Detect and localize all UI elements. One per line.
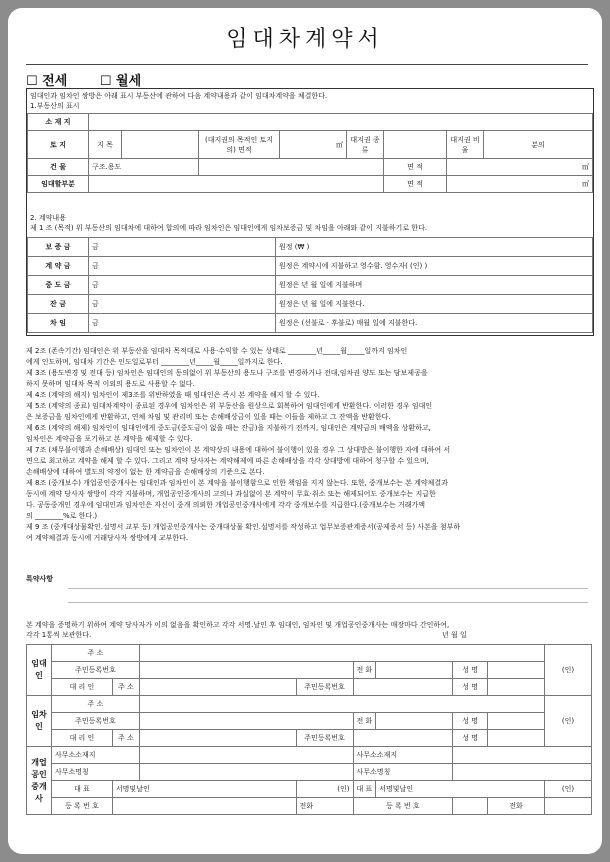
payment-table bbox=[27, 237, 593, 333]
deposit-note: 원정 (₩ ) bbox=[276, 238, 593, 257]
special-terms-label: 특약사항 bbox=[26, 575, 54, 583]
lessee-proxy-id-label: 주민등록번호 bbox=[296, 730, 353, 747]
rental-area-unit: ㎡ bbox=[447, 176, 593, 193]
balance-label: 잔 금 bbox=[28, 295, 89, 314]
agent1-tel-label: 전화 bbox=[296, 798, 353, 815]
down-payment-label: 계 약 금 bbox=[28, 257, 89, 276]
rental-part-value[interactable] bbox=[89, 176, 384, 193]
land-area-unit: ㎡ bbox=[280, 131, 347, 159]
right-ratio-suffix: 분의 bbox=[484, 131, 593, 159]
agent2-office-addr-value[interactable] bbox=[453, 747, 592, 764]
rental-part-label: 임대할부분 bbox=[28, 176, 89, 193]
lessee-name-value[interactable] bbox=[488, 713, 545, 730]
lessor-name-value[interactable] bbox=[488, 662, 545, 679]
article-1: 제 1 조 (목적) 위 부동산의 임대차에 대하여 합의에 따라 임차인은 임대인에게 임차보증금 및 차임을 아래와 같이 지불하기로 한다. bbox=[30, 224, 428, 232]
structure-label: 구조.용도 bbox=[89, 159, 199, 176]
agent1-office-addr-label: 사무소소재지 bbox=[51, 747, 139, 764]
document-title: 임대차계약서 bbox=[226, 27, 384, 52]
agent2-reg-label: 등 록 번 호 bbox=[353, 798, 453, 815]
agent1-reg-label: 등 록 번 호 bbox=[51, 798, 112, 815]
article-line: 제 9 조 (중개대상물확인.설명서 교부 등) 개업공인중개사는 중개대상물 확인.설명서를 작성하고 업무보증관계증서(공제증서 등) 사본을 첨부하 bbox=[26, 523, 461, 531]
lessee-proxy-id-value[interactable] bbox=[353, 730, 453, 747]
rent-note: 원정은 (선불로 · 후불로) 매월 일에 지불한다. bbox=[276, 314, 593, 333]
agent1-reg-value[interactable] bbox=[112, 798, 296, 815]
lessor-phone-label: 전 화 bbox=[353, 662, 376, 679]
article-line: 제 4조 (계약의 해지) 임차인이 제3조를 위반하였을 때 임대인은 즉시 본 계약을 해지 할 수 있다. bbox=[26, 391, 320, 399]
agent2-tel-label: 전화 bbox=[488, 798, 545, 815]
lessee-name-label: 성 명 bbox=[453, 713, 488, 730]
agent1-office-name-label: 사무소명칭 bbox=[51, 764, 139, 781]
lessor-proxy-name-value[interactable] bbox=[488, 679, 545, 696]
articles-block bbox=[26, 346, 460, 544]
special-line bbox=[68, 602, 588, 603]
option-jeonse[interactable]: ☐ 전세 bbox=[26, 74, 68, 89]
article-line: 제 8조 (중개보수) 개업공인중개사는 임대인과 임차인이 본 계약을 불이행함으로 인한 책임을 지지 않는다. 또한, 중개보수는 본 계약체결과 bbox=[26, 479, 448, 487]
agent2-office-name-label: 사무소명칭 bbox=[353, 764, 453, 781]
lessee-address-value[interactable] bbox=[139, 696, 544, 713]
article-line: 제 2조 (존속기간) 임대인은 위 부동산을 임대차 목적대로 사용·수익할 수 있는 상태로 ________년_____월_____일까지 임차인 bbox=[26, 347, 408, 355]
agent2-seal: (인) bbox=[545, 781, 592, 798]
land-type-value[interactable] bbox=[122, 131, 199, 159]
rent-label: 차 임 bbox=[28, 314, 89, 333]
agent1-seal: (인) bbox=[296, 781, 353, 798]
contract-sheet bbox=[8, 8, 602, 854]
lessor-proxy-addr-label: 주 소 bbox=[112, 679, 139, 696]
interim-label: 중 도 금 bbox=[28, 276, 89, 295]
right-type-label: 대지권 종 류 bbox=[347, 131, 384, 159]
title-divider bbox=[26, 64, 588, 65]
article-line: 의 ________%로 한다.) bbox=[26, 512, 98, 520]
lessee-proxy-addr-value[interactable] bbox=[139, 730, 296, 747]
lessor-id-label: 주민등록번호 bbox=[51, 662, 139, 679]
option-wolse[interactable]: ☐ 월세 bbox=[99, 74, 142, 89]
building-label: 건 물 bbox=[28, 159, 89, 176]
agent1-office-name-value[interactable] bbox=[139, 764, 353, 781]
closing-text-1: 본 계약을 증명하기 위하여 계약 당사자가 이의 없음을 확인하고 각각 서명.날인 후 임대인, 임차인 및 개업공인중개사는 매장마다 간인하여, bbox=[26, 621, 450, 629]
lessor-proxy-id-value[interactable] bbox=[353, 679, 453, 696]
agent2-reg-value[interactable] bbox=[453, 798, 488, 815]
article-line: 면으로 최고하고 계약을 해제 할 수 있다. 그리고 계약 당사자는 계약해제에 따른 손해배상을 각각 상대방에 대하여 청구할 수 있으며, bbox=[26, 457, 429, 465]
lessor-proxy-label: 대 리 인 bbox=[51, 679, 112, 696]
article-line: 임차인은 계약금을 포기하고 본 계약을 해제할 수 있다. bbox=[26, 435, 193, 443]
article-line: 은 보증금을 임차인에게 반환하고, 연체 차임 및 관리비 또는 손해배상금이 있을 때는 이들을 제하고 그 잔액을 반환한다. bbox=[26, 413, 391, 421]
interim-amount[interactable]: 금 bbox=[89, 276, 276, 295]
land-area-label: (대지권의 목적인 토지의) 면적 bbox=[199, 131, 280, 159]
land-label: 토 지 bbox=[28, 131, 89, 159]
closing-text-2: 각각 1통씩 보관한다. bbox=[26, 631, 92, 639]
agent2-tel-value[interactable] bbox=[545, 798, 592, 815]
rental-area-label: 면 적 bbox=[384, 176, 447, 193]
agent2-office-addr-label: 사무소소재지 bbox=[353, 747, 453, 764]
rent-amount[interactable]: 금 bbox=[89, 314, 276, 333]
down-payment-note: 원정은 계약시에 지불하고 영수함. 영수자( (인) ) bbox=[276, 257, 593, 276]
lessor-id-value[interactable] bbox=[139, 662, 353, 679]
lessor-proxy-id-label: 주민등록번호 bbox=[296, 679, 353, 696]
location-label: 소 재 지 bbox=[28, 114, 89, 131]
lessee-heading: 임차인 bbox=[27, 696, 52, 747]
agent2-office-name-value[interactable] bbox=[453, 764, 592, 781]
building-area-label: 면 적 bbox=[384, 159, 447, 176]
agent2-sign-label: 서명및날인 bbox=[376, 781, 545, 798]
lessee-phone-label: 전 화 bbox=[353, 713, 376, 730]
structure-value[interactable] bbox=[199, 159, 384, 176]
lessee-phone-value[interactable] bbox=[376, 713, 453, 730]
down-payment-amount[interactable]: 금 bbox=[89, 257, 276, 276]
building-area-unit: ㎡ bbox=[447, 159, 593, 176]
lessee-seal: (인) bbox=[545, 696, 592, 747]
lessee-id-value[interactable] bbox=[139, 713, 353, 730]
article-line: 여 계약체결과 동시에 거래당사자 쌍방에게 교부한다. bbox=[26, 534, 189, 542]
right-type-value[interactable] bbox=[384, 131, 447, 159]
lessor-proxy-addr-value[interactable] bbox=[139, 679, 296, 696]
agent1-rep-label: 대 표 bbox=[51, 781, 112, 798]
lessor-phone-value[interactable] bbox=[376, 662, 453, 679]
balance-note: 원정은 년 월 일에 지불한다. bbox=[276, 295, 593, 314]
intro-text: 임대인과 임차인 쌍방은 아래 표시 부동산에 관하여 다음 계약내용과 같이 임대차계약을 체결한다. bbox=[30, 92, 328, 100]
lessor-name-label: 성 명 bbox=[453, 662, 488, 679]
agent1-sign-label: 서명및날인 bbox=[112, 781, 296, 798]
article-line: 제 5조 (계약의 종료) 임대차계약이 종료된 경우에 임차인은 위 부동산을 원상으로 회복하여 임대인에게 반환한다. 이러한 경우 임대인 bbox=[26, 402, 433, 410]
lessor-seal: (인) bbox=[545, 645, 592, 696]
section1-heading: 1.부동산의 표시 bbox=[30, 102, 80, 110]
article-line: 에게 인도하며, 임대차 기간은 인도일로부터 ________년_____월_____일까지로 한다. bbox=[26, 358, 283, 366]
lessor-heading: 임대인 bbox=[27, 645, 52, 696]
lessee-proxy-name-label: 성 명 bbox=[453, 730, 488, 747]
right-ratio-label: 대지권 비 율 bbox=[447, 131, 484, 159]
parties-table bbox=[26, 644, 592, 815]
lessee-proxy-addr-label: 주 소 bbox=[112, 730, 139, 747]
property-table bbox=[27, 113, 593, 193]
lessee-proxy-label: 대 리 인 bbox=[51, 730, 112, 747]
location-value[interactable] bbox=[89, 114, 593, 131]
property-contract-box bbox=[26, 88, 594, 336]
closing-date: 년 월 일 bbox=[442, 631, 467, 639]
article-line: 손해배상에 대하여 별도의 약정이 없는 한 계약금을 손해배상의 기준으로 본다. bbox=[26, 468, 265, 476]
agent-heading: 개업공인중개사 bbox=[27, 747, 52, 815]
agent1-office-addr-value[interactable] bbox=[139, 747, 353, 764]
article-line: 동시에 계약 당사자 쌍방이 각각 지불하며, 개업공인중개사의 고의나 과실없이 본 계약이 무효·취소 또는 해제되어도 중개보수는 지급한 bbox=[26, 490, 436, 498]
balance-amount[interactable]: 금 bbox=[89, 295, 276, 314]
lessor-address-label: 주 소 bbox=[51, 645, 139, 662]
article-line: 다. 공동중개인 경우에 임대인과 임차인은 자신이 중개 의뢰한 개업공인중개사에게 각각 중개보수를 지급한다.(중개보수는 거래가액 bbox=[26, 501, 426, 509]
article-line: 제 3조 (용도변경 및 전대 등) 임차인은 임대인의 동의없이 위 부동산의 용도나 구조를 변경하거나 전대,임차권 양도 또는 담보제공을 bbox=[26, 369, 428, 377]
lessee-id-label: 주민등록번호 bbox=[51, 713, 139, 730]
lessee-proxy-name-value[interactable] bbox=[488, 730, 545, 747]
land-type-label: 지 목 bbox=[89, 131, 122, 159]
interim-note: 원정은 년 월 일에 지불하며 bbox=[276, 276, 593, 295]
article-line: 하지 못하며 임대차 목적 이외의 용도로 사용할 수 없다. bbox=[26, 380, 195, 388]
section2-heading: 2. 계약내용 bbox=[30, 214, 66, 222]
article-line: 제 7조 (채무불이행과 손해배상) 임대인 또는 임차인이 본 계약상의 내용에 대하여 불이행이 있을 경우 그 상대방은 불이행한 자에 대하여 서 bbox=[26, 446, 451, 454]
lessor-proxy-name-label: 성 명 bbox=[453, 679, 488, 696]
special-line bbox=[68, 588, 588, 589]
deposit-label: 보 증 금 bbox=[28, 238, 89, 257]
lessor-address-value[interactable] bbox=[139, 645, 544, 662]
deposit-amount[interactable]: 금 bbox=[89, 238, 276, 257]
contract-type-options bbox=[26, 70, 169, 89]
article-line: 제 6조 (계약의 해제) 임차인이 임대인에게 중도금(중도금이 없을 때는 잔금)을 지불하기 전까지, 임대인은 계약금의 배액을 상환하고, bbox=[26, 424, 431, 432]
lessee-address-label: 주 소 bbox=[51, 696, 139, 713]
agent2-rep-label: 대 표 bbox=[353, 781, 376, 798]
